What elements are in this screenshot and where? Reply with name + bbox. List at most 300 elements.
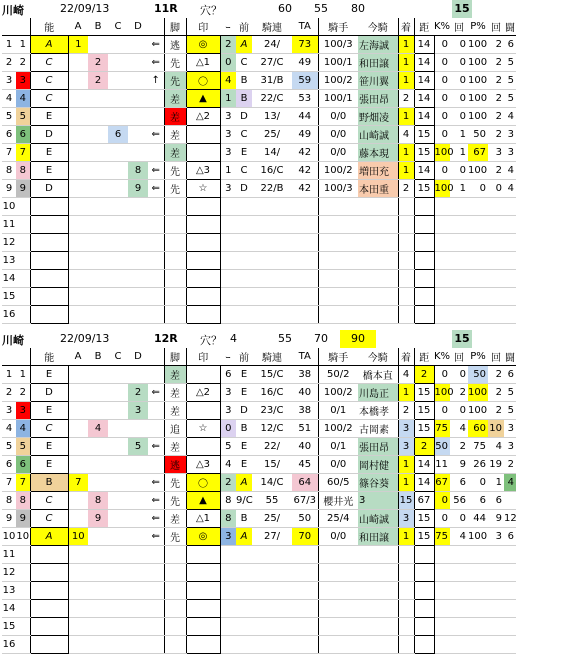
cell-k-percent: [434, 216, 450, 234]
cell-current-jockey: [358, 234, 398, 252]
cell-finish: 4: [398, 126, 414, 144]
cell-dash-value: [220, 234, 236, 252]
cell-arrow: ⇐: [148, 510, 164, 528]
cell-dash-value: [220, 216, 236, 234]
cell-ability-grade: E: [30, 456, 68, 474]
cell-distance: 14: [414, 72, 434, 90]
cell-horse-number: 4: [16, 420, 30, 438]
table-row: [2, 126, 516, 144]
cell-jockey-combo: [252, 306, 292, 324]
cell-horse-number: 1: [16, 366, 30, 384]
cell-jockey-combo: 27/: [252, 528, 292, 546]
cell-p-percent: 75: [468, 438, 488, 456]
cell-running-style: [164, 564, 186, 582]
cell-ability-grade: [30, 198, 68, 216]
date-label: 22/09/13: [60, 2, 110, 15]
cell-k-percent: [434, 600, 450, 618]
cell-jockey-combo: 31/B: [252, 72, 292, 90]
cell-distance: [414, 618, 434, 636]
cell-rating-c: [108, 384, 128, 402]
cell-fight: 5: [504, 54, 516, 72]
cell-horse-number: 3: [16, 402, 30, 420]
cell-dash-value: 3: [220, 144, 236, 162]
cell-count-1: 0: [450, 72, 468, 90]
cell-rating-a: [68, 384, 88, 402]
cell-fight: 4: [504, 162, 516, 180]
cell-dash-value: [220, 600, 236, 618]
cell-rating-d: [128, 474, 148, 492]
cell-finish: [398, 270, 414, 288]
cell-arrow: ⇐: [148, 528, 164, 546]
cell-horse-number: 8: [16, 162, 30, 180]
cell-rating-c: [108, 510, 128, 528]
cell-row-number: 10: [2, 198, 16, 216]
cell-running-style: 先: [164, 492, 186, 510]
cell-ability-grade: [30, 288, 68, 306]
cell-dash-value: [220, 636, 236, 654]
cell-horse-number: 7: [16, 144, 30, 162]
cell-count-2: 1: [488, 474, 504, 492]
cell-row-number: 12: [2, 234, 16, 252]
cell-distance: 14: [414, 474, 434, 492]
cell-rating-c: [108, 198, 128, 216]
cell-ability-grade: C: [30, 90, 68, 108]
cell-ta-value: [292, 270, 318, 288]
cell-jockey-stat: [318, 252, 358, 270]
cell-ability-grade: [30, 252, 68, 270]
cell-ta-value: 38: [292, 402, 318, 420]
cell-finish: 1: [398, 144, 414, 162]
cell-jockey-combo: [252, 636, 292, 654]
cell-dash-value: 3: [220, 126, 236, 144]
cell-running-style: 差: [164, 126, 186, 144]
cell-row-number: 3: [2, 72, 16, 90]
cell-arrow: [148, 564, 164, 582]
cell-distance: 14: [414, 108, 434, 126]
cell-prev-grade: [236, 270, 252, 288]
cell-distance: 15: [414, 420, 434, 438]
cell-mark: 〇: [186, 474, 220, 492]
col-header-rating-a: A: [68, 18, 88, 36]
cell-rating-a: 1: [68, 36, 88, 54]
cell-k-percent: 0: [434, 402, 450, 420]
cell-ability-grade: C: [30, 72, 68, 90]
cell-p-percent: 50: [468, 126, 488, 144]
cell-running-style: 逃: [164, 456, 186, 474]
cell-dash-value: 4: [220, 72, 236, 90]
cell-count-2: [488, 216, 504, 234]
cell-dash-value: 2: [220, 474, 236, 492]
cell-ability-grade: E: [30, 144, 68, 162]
cell-prev-grade: C: [236, 162, 252, 180]
cell-jockey-combo: 22/: [252, 438, 292, 456]
cell-horse-number: [16, 288, 30, 306]
cell-ability-grade: [30, 216, 68, 234]
cell-rating-b: 2: [88, 72, 108, 90]
cell-ta-value: [292, 252, 318, 270]
cell-mark: [186, 636, 220, 654]
cell-arrow: [148, 306, 164, 324]
ana-value: 4: [230, 332, 237, 345]
cell-distance: [414, 546, 434, 564]
cell-mark: △1: [186, 510, 220, 528]
cell-jockey-stat: [318, 234, 358, 252]
cell-fight: 4: [504, 180, 516, 198]
cell-rating-a: [68, 366, 88, 384]
cell-horse-number: [16, 270, 30, 288]
cell-ta-value: 45: [292, 456, 318, 474]
cell-jockey-combo: [252, 618, 292, 636]
cell-p-percent: 6: [468, 492, 488, 510]
col-header-k-percent: K%: [434, 348, 450, 366]
cell-arrow: [148, 456, 164, 474]
cell-rating-b: [88, 600, 108, 618]
cell-rating-c: [108, 618, 128, 636]
cell-jockey-stat: [318, 600, 358, 618]
cell-ta-value: [292, 582, 318, 600]
cell-rating-d: [128, 456, 148, 474]
cell-rating-c: [108, 108, 128, 126]
cell-rating-d: [128, 54, 148, 72]
cell-prev-grade: [236, 564, 252, 582]
cell-p-percent: 67: [468, 144, 488, 162]
cell-prev-grade: [236, 198, 252, 216]
cell-count-2: 2: [488, 72, 504, 90]
cell-jockey-combo: [252, 198, 292, 216]
cell-ta-value: 38: [292, 366, 318, 384]
cell-horse-number: 1: [16, 36, 30, 54]
cell-p-percent: 100: [468, 36, 488, 54]
cell-jockey-combo: 27/C: [252, 54, 292, 72]
cell-jockey-stat: 25/4: [318, 510, 358, 528]
cell-ability-grade: C: [30, 492, 68, 510]
cell-running-style: [164, 306, 186, 324]
cell-prev-grade: E: [236, 438, 252, 456]
cell-fight: 3: [504, 438, 516, 456]
cell-rating-c: [108, 270, 128, 288]
cell-running-style: [164, 600, 186, 618]
cell-finish: [398, 600, 414, 618]
table-row: [2, 420, 516, 438]
cell-ability-grade: C: [30, 510, 68, 528]
cell-prev-grade: 9/C: [236, 492, 252, 510]
cell-rating-d: [128, 366, 148, 384]
cell-dash-value: 0: [220, 420, 236, 438]
cell-current-jockey: 本橋孝: [358, 402, 398, 420]
cell-running-style: 差: [164, 510, 186, 528]
cell-jockey-stat: 100/1: [318, 54, 358, 72]
cell-dash-value: 1: [220, 90, 236, 108]
cell-rating-b: 2: [88, 54, 108, 72]
cell-jockey-combo: 13/: [252, 108, 292, 126]
cell-k-percent: 0: [434, 162, 450, 180]
cell-current-jockey: [358, 600, 398, 618]
cell-rating-b: [88, 198, 108, 216]
cell-p-percent: 60: [468, 420, 488, 438]
cell-finish: 2: [398, 402, 414, 420]
cell-row-number: 4: [2, 90, 16, 108]
cell-distance: 14: [414, 162, 434, 180]
cell-p-percent: [468, 636, 488, 654]
cell-dash-value: 3: [220, 528, 236, 546]
col-header-rating-c: C: [108, 348, 128, 366]
cell-p-percent: [468, 600, 488, 618]
column-header-row: [2, 348, 516, 366]
cell-horse-number: [16, 546, 30, 564]
cell-rating-d: 9: [128, 180, 148, 198]
cell-rating-c: [108, 564, 128, 582]
cell-mark: ☆: [186, 180, 220, 198]
cell-arrow: [148, 636, 164, 654]
cell-count-2: [488, 600, 504, 618]
cell-horse-number: [16, 618, 30, 636]
cell-prev-grade: A: [236, 528, 252, 546]
cell-horse-number: 3: [16, 72, 30, 90]
cell-p-percent: 26: [468, 456, 488, 474]
cell-rating-c: [108, 546, 128, 564]
cell-rating-b: [88, 366, 108, 384]
cell-jockey-stat: [318, 288, 358, 306]
cell-count-2: [488, 252, 504, 270]
cell-horse-number: [16, 252, 30, 270]
cell-count-1: [450, 198, 468, 216]
cell-p-percent: [468, 582, 488, 600]
cell-dash-value: [220, 582, 236, 600]
cell-running-style: 差: [164, 90, 186, 108]
cell-jockey-stat: [318, 306, 358, 324]
col-header-jockey-combo: 騎連: [252, 18, 292, 36]
cell-k-percent: 0: [434, 510, 450, 528]
header-value-3: 90: [340, 330, 376, 348]
cell-count-1: 0: [450, 108, 468, 126]
race-table: [2, 348, 516, 654]
cell-current-jockey: 張田昂: [358, 90, 398, 108]
cell-rating-d: [128, 546, 148, 564]
cell-row-number: 12: [2, 564, 16, 582]
cell-rating-c: [108, 162, 128, 180]
cell-fight: [504, 636, 516, 654]
cell-fight: 4: [504, 474, 516, 492]
cell-p-percent: [468, 306, 488, 324]
cell-fight: [504, 582, 516, 600]
cell-ta-value: 40: [292, 438, 318, 456]
cell-count-1: 1: [450, 180, 468, 198]
cell-ta-value: 59: [292, 72, 318, 90]
cell-distance: [414, 288, 434, 306]
cell-prev-grade: A: [236, 474, 252, 492]
distance-label: 15: [452, 330, 472, 348]
col-header-finish: 着: [398, 348, 414, 366]
cell-running-style: 追: [164, 420, 186, 438]
col-header-jockey-stat: 騎手: [318, 348, 358, 366]
cell-finish: 1: [398, 528, 414, 546]
date-label: 22/09/13: [60, 332, 110, 345]
col-header-count-2: 回: [488, 18, 504, 36]
cell-p-percent: 100: [468, 108, 488, 126]
cell-running-style: 差: [164, 384, 186, 402]
cell-rating-a: [68, 456, 88, 474]
cell-arrow: ⇐: [148, 438, 164, 456]
col-header-rating-b: B: [88, 18, 108, 36]
cell-jockey-combo: 14/C: [252, 474, 292, 492]
cell-prev-grade: [236, 600, 252, 618]
cell-distance: 15: [414, 126, 434, 144]
col-header-rating-d: D: [128, 18, 148, 36]
cell-rating-b: [88, 216, 108, 234]
cell-rating-d: [128, 306, 148, 324]
cell-arrow: ↑: [148, 72, 164, 90]
cell-dash-value: [220, 546, 236, 564]
cell-rating-d: [128, 198, 148, 216]
cell-rating-d: [128, 564, 148, 582]
cell-jockey-combo: [252, 234, 292, 252]
cell-arrow: ⇐: [148, 36, 164, 54]
cell-jockey-stat: 櫻井光: [318, 492, 358, 510]
cell-ability-grade: C: [30, 54, 68, 72]
cell-jockey-combo: 15/C: [252, 366, 292, 384]
cell-mark: [186, 270, 220, 288]
cell-ta-value: 40: [292, 384, 318, 402]
cell-count-2: 2: [488, 384, 504, 402]
cell-running-style: 先: [164, 474, 186, 492]
cell-distance: 2: [414, 366, 434, 384]
cell-ta-value: [292, 564, 318, 582]
cell-rating-d: [128, 126, 148, 144]
header-value-1: 55: [278, 332, 292, 345]
cell-current-jockey: 3: [358, 492, 398, 510]
cell-rating-c: [108, 492, 128, 510]
cell-fight: 6: [504, 36, 516, 54]
col-header-distance: 距: [414, 18, 434, 36]
cell-fight: [504, 252, 516, 270]
cell-jockey-stat: [318, 564, 358, 582]
col-header-blank: [2, 18, 16, 36]
cell-rating-c: [108, 180, 128, 198]
table-row: [2, 402, 516, 420]
cell-rating-b: [88, 234, 108, 252]
cell-running-style: [164, 234, 186, 252]
cell-fight: [504, 234, 516, 252]
cell-ta-value: [292, 234, 318, 252]
cell-p-percent: [468, 216, 488, 234]
cell-ta-value: 64: [292, 474, 318, 492]
cell-jockey-combo: [252, 600, 292, 618]
cell-horse-number: [16, 234, 30, 252]
cell-mark: [186, 126, 220, 144]
cell-rating-d: [128, 270, 148, 288]
col-header-blank: [148, 18, 164, 36]
cell-rating-b: [88, 288, 108, 306]
cell-ta-value: 44: [292, 108, 318, 126]
cell-jockey-stat: 0/0: [318, 144, 358, 162]
cell-horse-number: [16, 198, 30, 216]
cell-rating-b: [88, 546, 108, 564]
cell-ta-value: 42: [292, 144, 318, 162]
cell-horse-number: 5: [16, 108, 30, 126]
cell-distance: [414, 564, 434, 582]
cell-rating-a: [68, 234, 88, 252]
cell-arrow: ⇐: [148, 492, 164, 510]
cell-prev-grade: B: [236, 90, 252, 108]
cell-ability-grade: [30, 234, 68, 252]
cell-running-style: 先: [164, 72, 186, 90]
col-header-fight: 闘: [504, 18, 516, 36]
cell-rating-b: [88, 108, 108, 126]
cell-rating-c: [108, 636, 128, 654]
cell-ta-value: 70: [292, 528, 318, 546]
col-header-rating-d: D: [128, 348, 148, 366]
cell-p-percent: 100: [468, 54, 488, 72]
cell-finish: [398, 636, 414, 654]
cell-jockey-stat: 100/2: [318, 384, 358, 402]
cell-rating-b: [88, 306, 108, 324]
cell-current-jockey: 左海誠: [358, 36, 398, 54]
cell-finish: 1: [398, 108, 414, 126]
cell-rating-a: [68, 216, 88, 234]
cell-ability-grade: [30, 270, 68, 288]
col-header-blank: [148, 348, 164, 366]
cell-count-1: 0: [450, 402, 468, 420]
col-header-prev-grade: 前: [236, 18, 252, 36]
cell-finish: 3: [398, 438, 414, 456]
cell-jockey-combo: [252, 582, 292, 600]
cell-rating-c: [108, 288, 128, 306]
cell-count-1: 2: [450, 438, 468, 456]
cell-row-number: 9: [2, 510, 16, 528]
distance-label: 15: [452, 0, 472, 18]
cell-fight: [504, 198, 516, 216]
cell-dash-value: 5: [220, 438, 236, 456]
cell-distance: [414, 252, 434, 270]
cell-running-style: 差: [164, 144, 186, 162]
cell-ability-grade: C: [30, 420, 68, 438]
cell-prev-grade: [236, 216, 252, 234]
cell-count-1: 0: [450, 162, 468, 180]
col-header-jockey-combo: 騎連: [252, 348, 292, 366]
cell-jockey-combo: 22/C: [252, 90, 292, 108]
cell-prev-grade: D: [236, 180, 252, 198]
cell-rating-c: [108, 90, 128, 108]
cell-k-percent: [434, 618, 450, 636]
cell-rating-a: [68, 510, 88, 528]
table-row: [2, 546, 516, 564]
venue-label: 川崎: [2, 334, 24, 347]
cell-ta-value: [292, 216, 318, 234]
col-header-ta-value: TA: [292, 348, 318, 366]
cell-distance: [414, 270, 434, 288]
cell-rating-d: [128, 636, 148, 654]
cell-horse-number: [16, 216, 30, 234]
cell-finish: [398, 618, 414, 636]
cell-finish: 1: [398, 474, 414, 492]
cell-row-number: 11: [2, 546, 16, 564]
cell-rating-d: [128, 216, 148, 234]
cell-count-2: 4: [488, 438, 504, 456]
cell-k-percent: 11: [434, 456, 450, 474]
cell-arrow: [148, 270, 164, 288]
cell-dash-value: 8: [220, 510, 236, 528]
cell-rating-c: [108, 600, 128, 618]
cell-ta-value: 50: [292, 510, 318, 528]
cell-rating-d: 5: [128, 438, 148, 456]
cell-jockey-stat: 100/1: [318, 90, 358, 108]
cell-mark: [186, 564, 220, 582]
cell-arrow: [148, 234, 164, 252]
cell-row-number: 9: [2, 180, 16, 198]
cell-distance: 14: [414, 456, 434, 474]
cell-jockey-combo: 25/: [252, 510, 292, 528]
cell-row-number: 13: [2, 582, 16, 600]
